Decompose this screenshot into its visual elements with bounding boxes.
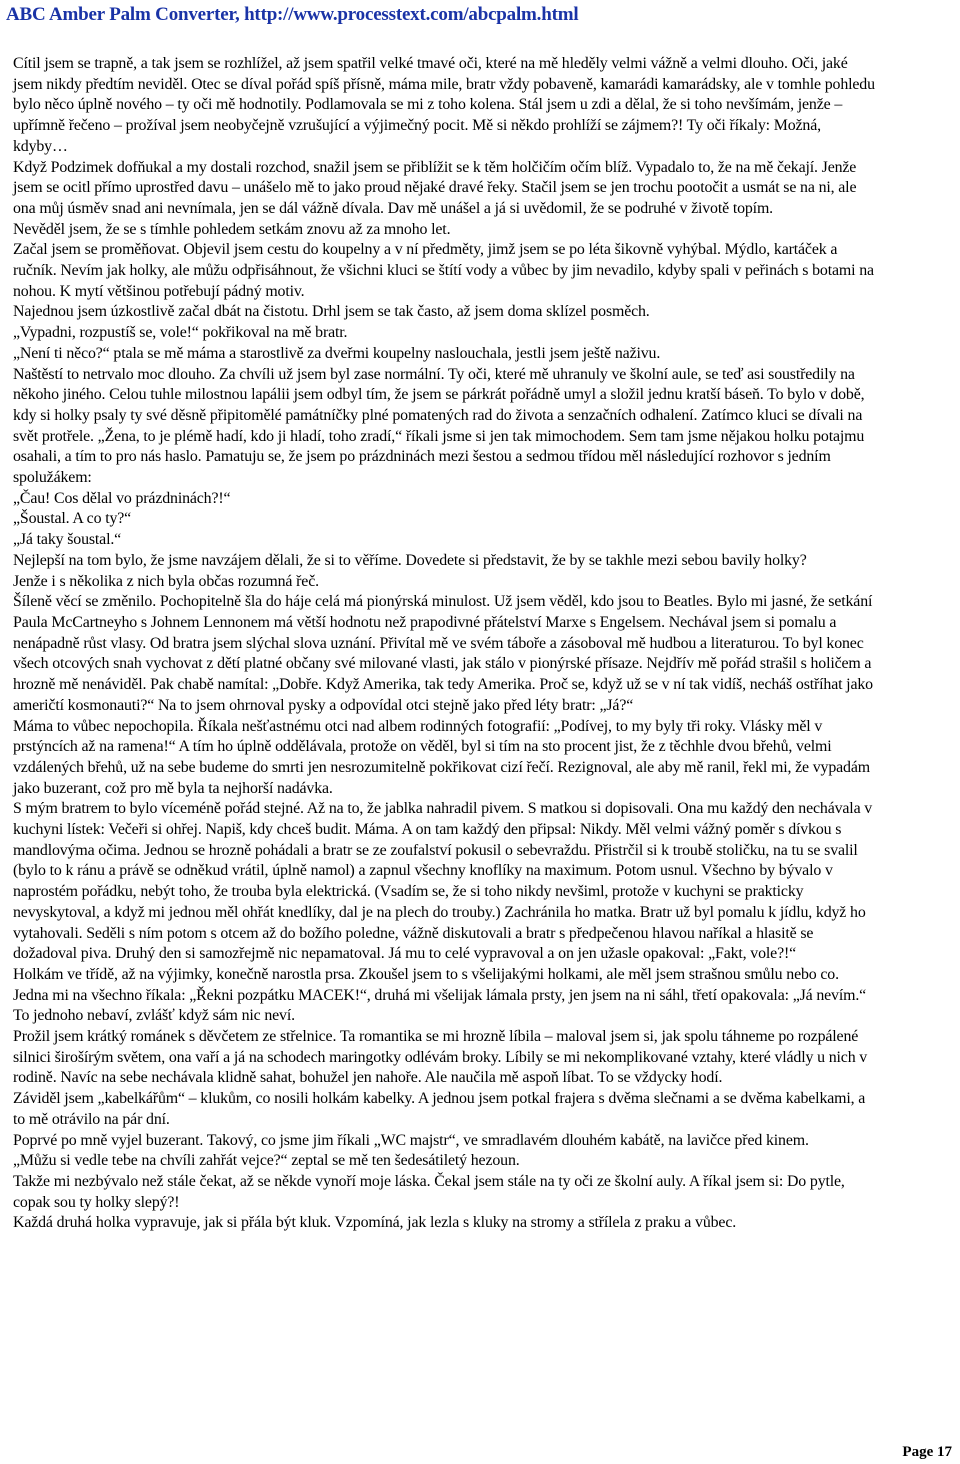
paragraph: Poprvé po mně vyjel buzerant. Takový, co jsme jim říkali „WC majstr“, ve smradlavém dlouhém kabátě, na lavičce před kinem. [13, 1131, 809, 1149]
page-header-title: ABC Amber Palm Converter, http://www.processtext.com/abcpalm.html [6, 4, 579, 25]
paragraph: „Já taky šoustal.“ [13, 531, 122, 549]
paragraph: Začal jsem se proměňovat. Objevil jsem cestu do koupelny a v ní předměty, jimž jsem se po léta šikovně vyhýbal. Mýdlo, kartáček a ručník. Nevím jak holky, ale můžu odpřisáhnout, že všichni kluci se štítí vody a vůbec by jim nevadilo, kdyby spali v peřinách s botami na nohou. K mytí většinou potřebují pádný motiv. [13, 241, 874, 300]
paragraph: „Není ti něco?“ ptala se mě máma a starostlivě za dveřmi koupelny naslouchala, jestli jsem ještě naživu. [13, 344, 661, 362]
page-number: Page 17 [902, 1444, 952, 1460]
paragraph: Prožil jsem krátký románek s děvčetem ze střelnice. Ta romantika se mi hrozně líbila – maloval jsem si, jak spolu táhneme po rozpálené silnici širošírým světem, ona vaří a já na schodech maringotky odlévám broky. Líbily se mi nekomplikované vztahy, které vládly u nich v rodině. Navíc na sebe nechávala klidně sahat, bohužel jen nahoře. Ale naučila mě aspoň líbat. To se vždycky hodí. [13, 1028, 868, 1087]
paragraph: Každá druhá holka vypravuje, jak si přála být kluk. Vzpomíná, jak lezla s kluky na stromy a střílela z praku a vůbec. [13, 1214, 737, 1232]
paragraph: Cítil jsem se trapně, a tak jsem se rozhlížel, až jsem spatřil velké tmavé oči, které na mě hleděly velmi vážně a velmi dlouho. Oči, jaké jsem nikdy předtím neviděl. Otec se díval pořád spíš přísně, máma mile, bratr vždy pobaveně, kamarádi kamarádsky, ale v tomhle pohledu bylo něco úplně nového – ty oči mě hodnotily. Podlamovala se mi z toho kolena. Stál jsem u zdi a dělal, že si toho nevšímám, jenže – upřímně řečeno – prožíval jsem neobyčejně vzrušující a výjimečný pocit. Mě si někdo prohlíží se zájmem?! Ty oči říkaly: Možná, kdyby… [13, 55, 875, 155]
paragraph: Holkám ve třídě, až na výjimky, konečně narostla prsa. Zkoušel jsem to s všelijakými holkami, ale měl jsem strašnou smůlu nebo co. Jedna mi na všechno říkala: „Řekni pozpátku MACEK!“, druhá mi všelijak lámala prsty, jen jsem na ni sáhl, třetí opakovala: „Já nevím.“ To jednoho nebaví, zvlášť když sám nic neví. [13, 965, 867, 1025]
document-body [13, 54, 875, 1234]
paragraph: „Čau! Cos dělal vo prázdninách?!“ [13, 489, 231, 507]
paragraph: Když Podzimek dofňukal a my dostali rozchod, snažil jsem se přiblížit se k těm holčičím očím blíž. Vypadalo to, že na mě čekají. Jenže jsem se ocitl přímo uprostřed davu – unášelo mě to jako proud nějaké dravé řeky. Stačil jsem se jen trochu pootočit a usmát se na ni, ale ona můj úsměv snad ani nevnímala, jen se dál vážně dívala. Dav mě unášel a já si uvědomil, že se podruhé v životě topím. [13, 158, 857, 217]
paragraph: Nejlepší na tom bylo, že jsme navzájem dělali, že si to věříme. Dovedete si představit, že by se takhle mezi sebou bavily holky? [13, 551, 807, 569]
paragraph: „Můžu si vedle tebe na chvíli zahřát vejce?“ zeptal se mě ten šedesátiletý hezoun. [13, 1152, 520, 1170]
paragraph: Jenže i s několika z nich byla občas rozumná řeč. [13, 572, 319, 590]
paragraph: Takže mi nezbývalo než stále čekat, až se někde vynoří moje láska. Čekal jsem stále na ty oči ze školní auly. A říkal jsem si: Do pytle, copak sou ty holky slepý?! [13, 1172, 845, 1211]
paragraph: „Vypadni, rozpustíš se, vole!“ pokřikoval na mě bratr. [13, 324, 348, 342]
paragraph: „Šoustal. A co ty?“ [13, 510, 132, 528]
paragraph: Záviděl jsem „kabelkářům“ – klukům, co nosili holkám kabelky. A jednou jsem potkal frajera s dvěma slečnami a se dvěma kabelkami, a to mě otrávilo na pár dní. [13, 1090, 866, 1128]
paragraph: Naštěstí to netrvalo moc dlouho. Za chvíli už jsem byl zase normální. Ty oči, které mě uhranuly ve školní aule, se teď asi soustředily na někoho jiného. Celou tuhle milostnou lapálii jsem odbyl tím, že jsem se párkrát pořádně umyl a složil jednu kratší báseň. To bylo v době, kdy si holky psaly ty své děsně připitomělé památníčky plné pomatených rad do života a senzačních odhalení. Zatímco kluci se dívali na svět protřele. „Žena, to je plémě hadí, kdo ji hladí, toho zradí,“ říkali jsme si jen tak mimochodem. Sem tam jsme nějakou holku potajmu osahali, a tím to pro nás haslo. Pamatuju se, že jsem po prázdninách mezi šestou a sedmou třídou měl následující rozhovor s jedním spolužákem: [13, 365, 865, 487]
paragraph: S mým bratrem to bylo víceméně pořád stejné. Až na to, že jablka nahradil pivem. S matkou si dopisovali. Ona mu každý den nechávala v kuchyni lístek: Večeři si ohřej. Napiš, kdy chceš budit. Máma. A on tam každý den připsal: Nikdy. Měl velmi vážný poměr s dívkou s mandlovýma očima. Jednou se hrozně pohádali a bratr se ze zoufalství pokusil o sebevraždu. Přistrčil si k troubě stoličku, na tu se svalil (bylo to k ránu a právě se odněkud vrátil, úplně namol) a zapnul všechny knoflíky na maximum. Potom usnul. Všechno by bývalo v naprostém pořádku, nebýt toho, že trouba byla elektrická. (Vsadím se, že si toho nikdy nevšiml, protože v kuchyni se prakticky nevyskytoval, a když mi jednou měl ohřát knedlíky, dal je na plech do trouby.) Zachránila ho matka. Bratr už byl pomalu k jídlu, když ho vytahovali. Seděli s ním potom s otcem až do božího poledne, vážně diskutovali a bratr s předpečenou hlavou naříkal a hlasitě se dožadoval piva. Druhý den si samozřejmě nic nepamatoval. Já mu to celé vypravoval a on jen užasle opakoval: „Fakt, vole?!“ [13, 800, 873, 963]
paragraph: Máma to vůbec nepochopila. Říkala nešťastnému otci nad albem rodinných fotografií: „Podívej, to my byly tři roky. Vlásky měl v prstýncích až na ramena!“ A tím ho úplně oddělávala, protože on věděl, byl si tím na sto procent jist, že z těchhle dvou břehů, velmi vzdálených břehů, už na sebe budeme do smrti jen nesrozumitelně pokřikovat cizí řečí. Rezignoval, ale aby mě ranil, řekl mi, že vypadám jako buzerant, což pro mě byla ta nejhorší nadávka. [13, 717, 870, 797]
paragraph: Šíleně věcí se změnilo. Pochopitelně šla do háje celá má pionýrská minulost. Už jsem věděl, kdo jsou to Beatles. Bylo mi jasné, že setkání Paula McCartneyho s Johnem Lennonem má větší hodnotu než prapodivné přátelství Marxe s Engelsem. Nechával jsem si pomalu a nenápadně růst vlasy. Od bratra jsem slýchal slova uznání. Přivítal mě ve svém táboře a zásoboval mě hudbou a literaturou. To byl konec všech otcových snah vychovat z dětí platné občany své milované vlasti, jak stálo v pionýrské přísaze. Nejdřív mě pořád strašil s holičem a hrozně mě nenáviděl. Pak chabě namítal: „Dobře. Když Amerika, tak tedy Amerika. Proč se, když už se v ní tak vidíš, necháš ostříhat jako američtí kosmonauti?“ Na to jsem ohrnoval pysky a odpovídal otci stejně jako před léty bratr: „Já?“ [13, 593, 873, 714]
paragraph: Najednou jsem úzkostlivě začal dbát na čistotu. Drhl jsem se tak často, až jsem doma sklízel posměch. [13, 303, 650, 321]
paragraph: Nevěděl jsem, že se s tímhle pohledem setkám znovu až za mnoho let. [13, 220, 451, 238]
